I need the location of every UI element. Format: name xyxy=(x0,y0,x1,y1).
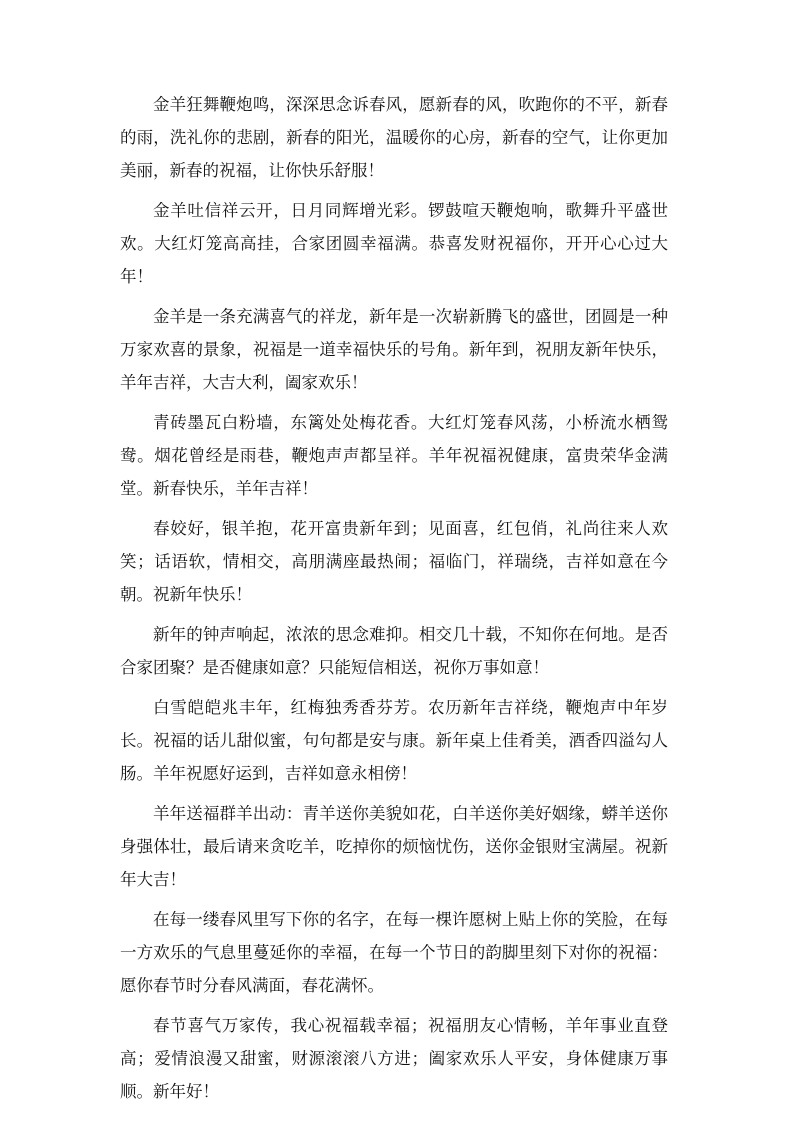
paragraph-7: 白雪皑皑兆丰年，红梅独秀香芬芳。农历新年吉祥绕，鞭炮声中年岁长。祝福的话儿甜似蜜，句句都是安与康。新年桌上佳肴美，酒香四溢勾人肠。羊年祝愿好运到，吉祥如意永相傍！ xyxy=(120,698,668,783)
document-body xyxy=(120,88,668,1115)
paragraph-2: 金羊吐信祥云开，日月同辉增光彩。锣鼓喧天鞭炮响，歌舞升平盛世欢。大红灯笼高高挂，合家团圆幸福满。恭喜发财祝福你，开开心心过大年！ xyxy=(120,201,668,286)
paragraph-5: 春姣好，银羊抱，花开富贵新年到；见面喜，红包俏，礼尚往来人欢笑；话语软，情相交，高朋满座最热闹；福临门，祥瑞绕，吉祥如意在今朝。祝新年快乐！ xyxy=(120,519,668,604)
paragraph-8: 羊年送福群羊出动：青羊送你美貌如花，白羊送你美好姻缘，蟒羊送你身强体壮，最后请来贪吃羊，吃掉你的烦恼忧伤，送你金银财宝满屋。祝新年大吉！ xyxy=(120,804,668,889)
paragraph-9: 在每一缕春风里写下你的名字，在每一棵许愿树上贴上你的笑脸，在每一方欢乐的气息里蔓延你的幸福，在每一个节日的韵脚里刻下对你的祝福：愿你春节时分春风满面，春花满怀。 xyxy=(120,910,668,995)
paragraph-3: 金羊是一条充满喜气的祥龙，新年是一次崭新腾飞的盛世，团圆是一种万家欢喜的景象，祝福是一道幸福快乐的号角。新年到，祝朋友新年快乐，羊年吉祥，大吉大利，阖家欢乐！ xyxy=(120,307,668,392)
paragraph-6: 新年的钟声响起，浓浓的思念难抑。相交几十载，不知你在何地。是否合家团聚？是否健康如意？只能短信相送，祝你万事如意！ xyxy=(120,625,668,677)
paragraph-10: 春节喜气万家传，我心祝福载幸福；祝福朋友心情畅，羊年事业直登高；爱情浪漫又甜蜜，财源滚滚八方进；阖家欢乐人平安，身体健康万事顺。新年好！ xyxy=(120,1016,668,1101)
paragraph-1: 金羊狂舞鞭炮鸣，深深思念诉春风，愿新春的风，吹跑你的不平，新春的雨，洗礼你的悲剧，新春的阳光，温暖你的心房，新春的空气，让你更加美丽，新春的祝福，让你快乐舒服！ xyxy=(120,95,668,180)
paragraph-4: 青砖墨瓦白粉墙，东篱处处梅花香。大红灯笼春风荡，小桥流水栖鸳鸯。烟花曾经是雨巷，鞭炮声声都呈祥。羊年祝福祝健康，富贵荣华金满堂。新春快乐，羊年吉祥！ xyxy=(120,413,668,498)
